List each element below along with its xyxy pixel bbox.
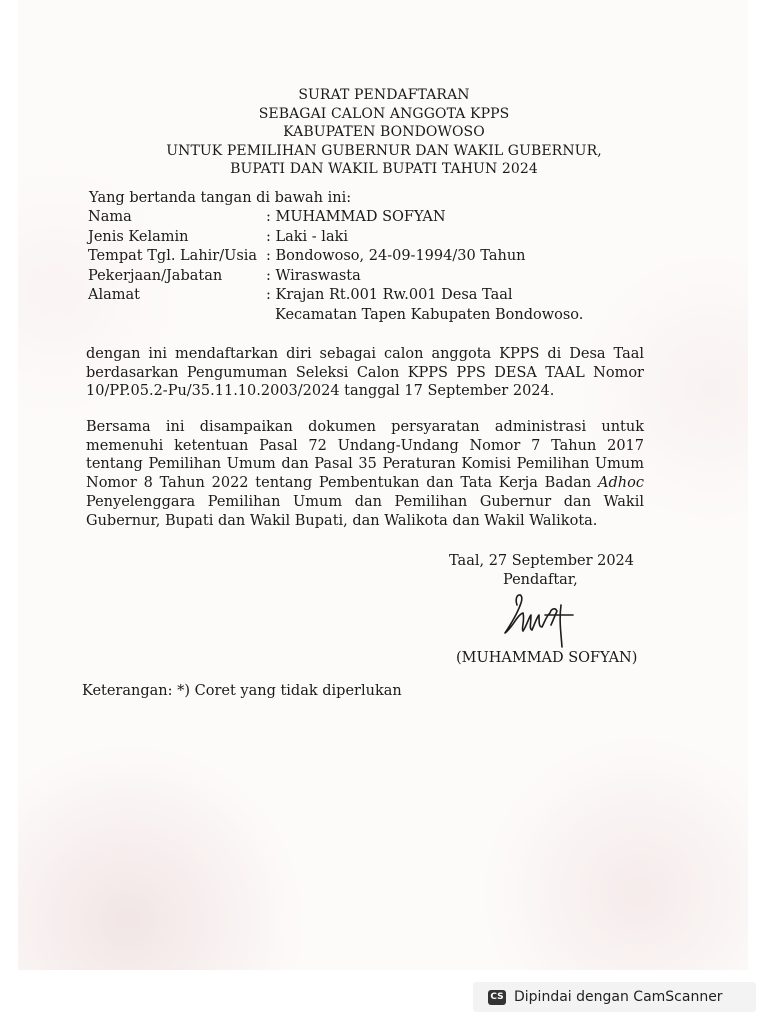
title-line-1: SURAT PENDAFTARAN [298,87,470,103]
field-row-alamat [88,286,583,306]
field-value: : Krajan Rt.001 Rw.001 Desa Taal [266,287,513,303]
camscanner-icon: CS [488,990,506,1005]
title-line-3: KABUPATEN BONDOWOSO [283,124,485,140]
field-row-pekerjaan [88,267,583,287]
field-value: : MUHAMMAD SOFYAN [266,209,446,225]
intro-text: Yang bertanda tangan di bawah ini: [89,190,352,206]
field-label: Alamat [88,287,140,303]
field-value: : Wiraswasta [266,267,361,284]
field-row-nama [88,208,583,228]
paragraph-text: Penyelenggara Pemilihan Umum dan Pemilihan Gubernur dan Wakil Gubernur, Bupati dan Wakil Bupati, dan Walikota dan Wakil Walikota. [86,493,644,529]
identity-fields [88,208,583,325]
paragraph-emphasis: Adhoc [598,475,644,492]
signer-role: Pendaftar, [503,572,578,588]
field-row-jenis-kelamin [88,228,583,248]
field-value: : Bondowoso, 24-09-1994/30 Tahun [266,248,526,264]
title-line-4: UNTUK PEMILIHAN GUBERNUR DAN WAKIL GUBERNUR, [166,142,602,159]
field-row-tempat-tgl-lahir [88,247,583,267]
field-label: Nama [88,209,132,225]
footnote: Keterangan: *) Coret yang tidak diperlukan [82,683,402,699]
signer-name: (MUHAMMAD SOFYAN) [456,650,638,666]
field-label: Jenis Kelamin [88,228,189,245]
camscanner-watermark [473,982,756,1012]
document-title [0,86,768,179]
title-line-2: SEBAGAI CALON ANGGOTA KPPS [258,105,510,122]
field-label: Pekerjaan/Jabatan [88,267,223,284]
title-line-5: BUPATI DAN WAKIL BUPATI TAHUN 2024 [230,161,538,177]
paragraph-text: Bersama ini disampaikan dokumen persyaratan administrasi untuk memenuhi ketentuan Pasal 72 Undang-Undang Nomor 7 Tahun 2017 tentang Pemilihan Umum dan Pasal 35 Peraturan Komisi Pemilihan Umum Nomor 8 Tahun 2022 tentang Pembentukan dan Tata Kerja Badan [86,419,644,492]
registration-paragraph: dengan ini mendaftarkan diri sebagai calon anggota KPPS di Desa Taal berdasarkan Pengumuman Seleksi Calon KPPS PPS DESA TAAL Nomor 10/PP.05.2-Pu/35.11.10.2003/2024 tanggal 17 September 2024. [86,346,644,400]
field-value-continuation: Kecamatan Tapen Kabupaten Bondowoso. [275,306,584,323]
place-date: Taal, 27 September 2024 [449,553,635,569]
documents-paragraph [86,418,644,530]
field-value: : Laki - laki [266,228,349,245]
field-label: Tempat Tgl. Lahir/Usia [88,248,258,264]
camscanner-label: Dipindai dengan CamScanner [514,989,723,1005]
handwritten-signature [495,585,585,653]
